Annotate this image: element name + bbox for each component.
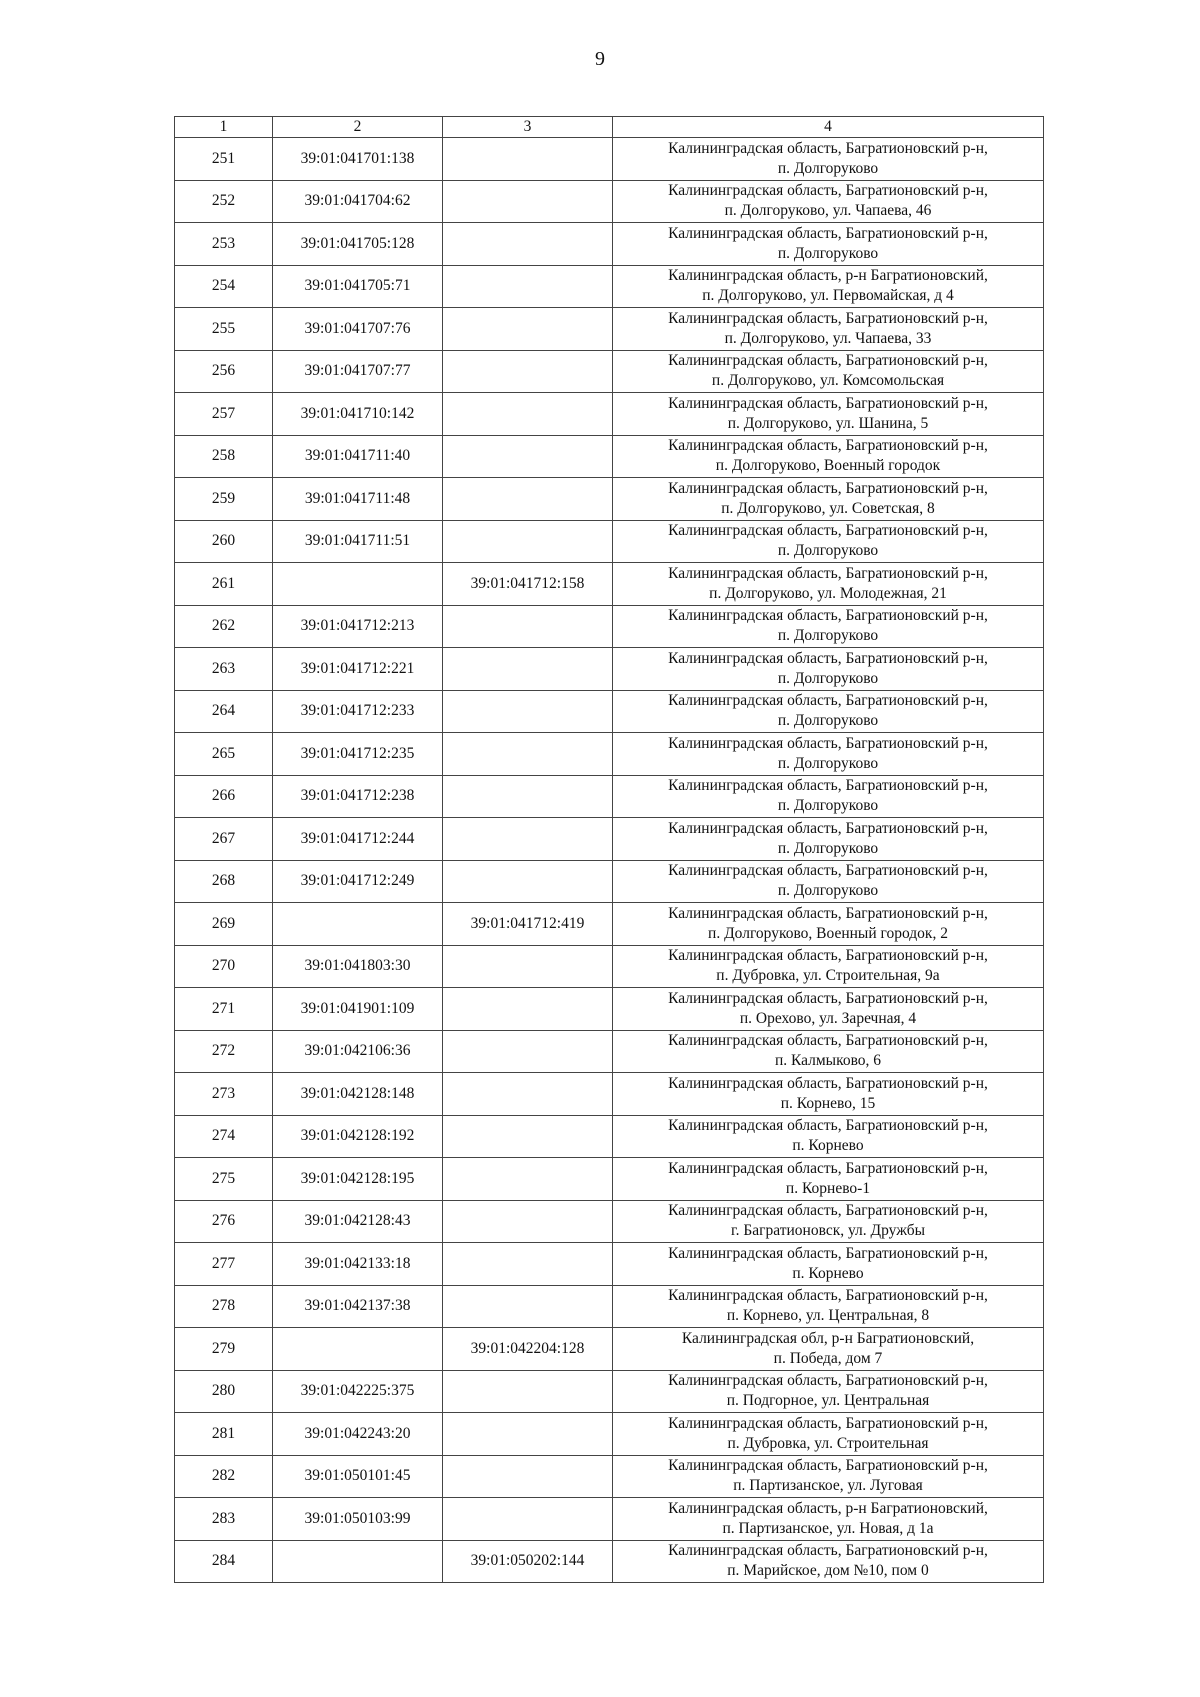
address-line-2: п. Марийское, дом №10, пом 0: [727, 1562, 929, 1580]
cadastral-number-cell: 39:01:041901:109: [273, 988, 443, 1031]
cadastral-number-alt-cell: 39:01:050202:144: [443, 1540, 613, 1583]
row-number-cell: 252: [175, 180, 273, 223]
cadastral-number-alt-cell: [443, 690, 613, 733]
address-line-1: Калининградская область, Багратионовский р-н,: [668, 649, 988, 667]
cadastral-number-cell: 39:01:042225:375: [273, 1370, 443, 1413]
address-cell: [613, 1540, 1044, 1583]
address-line-1: Калининградская область, Багратионовский р-н,: [668, 139, 988, 157]
cadastral-number-cell: 39:01:041707:76: [273, 308, 443, 351]
address-line-1: Калининградская область, Багратионовский р-н,: [668, 1117, 988, 1135]
cadastral-number-cell: 39:01:041712:221: [273, 648, 443, 691]
cadastral-number-cell: 39:01:042243:20: [273, 1413, 443, 1456]
address-cell: [613, 945, 1044, 988]
table-row: [175, 435, 1044, 478]
address-line-1: Калининградская область, Багратионовский р-н,: [668, 1074, 988, 1092]
address-line-1: Калининградская область, Багратионовский р-н,: [668, 862, 988, 880]
row-number-cell: 265: [175, 733, 273, 776]
address-line-2: п. Дубровка, ул. Строительная, 9а: [716, 967, 940, 985]
row-number-cell: 276: [175, 1200, 273, 1243]
address-line-2: п. Долгоруково: [777, 797, 879, 815]
table-row: [175, 563, 1044, 606]
cadastral-number-cell: 39:01:042128:195: [273, 1158, 443, 1201]
address-line-2: п. Корнево-1: [785, 1179, 871, 1197]
cadastral-number-cell: 39:01:042106:36: [273, 1030, 443, 1073]
address-cell: [613, 265, 1044, 308]
address-line-2: п. Партизанское, ул. Новая, д 1а: [722, 1519, 934, 1537]
address-line-1: Калининградская область, Багратионовский р-н,: [668, 734, 988, 752]
cadastral-number-alt-cell: [443, 733, 613, 776]
cadastral-number-alt-cell: [443, 860, 613, 903]
address-line-1: Калининградская область, Багратионовский р-н,: [668, 947, 988, 965]
address-line-2: п. Корнево, 15: [780, 1094, 876, 1112]
address-line-2: п. Долгоруково, ул. Шанина, 5: [727, 414, 929, 432]
address-line-1: Калининградская область, р-н Багратионовский,: [668, 1499, 988, 1517]
table-row: [175, 945, 1044, 988]
table-row: [175, 818, 1044, 861]
address-cell: [613, 223, 1044, 266]
row-number-cell: 260: [175, 520, 273, 563]
address-line-2: г. Багратионовск, ул. Дружбы: [731, 1222, 925, 1240]
cadastral-number-alt-cell: [443, 1370, 613, 1413]
table-row: [175, 1243, 1044, 1286]
cadastral-number-alt-cell: [443, 1200, 613, 1243]
address-line-1: Калининградская область, Багратионовский р-н,: [668, 182, 988, 200]
address-line-2: п. Победа, дом 7: [773, 1349, 883, 1367]
address-line-2: п. Долгоруково: [777, 754, 879, 772]
cadastral-number-cell: [273, 1540, 443, 1583]
address-cell: [613, 903, 1044, 946]
address-cell: [613, 1158, 1044, 1201]
address-line-1: Калининградская область, Багратионовский р-н,: [668, 819, 988, 837]
table-body: [175, 138, 1044, 1583]
address-line-1: Калининградская область, Багратионовский р-н,: [668, 1202, 988, 1220]
address-cell: [613, 605, 1044, 648]
row-number-cell: 262: [175, 605, 273, 648]
address-line-1: Калининградская область, Багратионовский р-н,: [668, 437, 988, 455]
row-number-cell: 273: [175, 1073, 273, 1116]
address-line-2: п. Долгоруково, ул. Советская, 8: [721, 499, 935, 517]
table-row: [175, 1455, 1044, 1498]
row-number-cell: 278: [175, 1285, 273, 1328]
cadastral-number-alt-cell: [443, 1073, 613, 1116]
cadastral-number-cell: 39:01:050103:99: [273, 1498, 443, 1541]
table-row: [175, 265, 1044, 308]
cadastral-number-cell: 39:01:042133:18: [273, 1243, 443, 1286]
row-number-cell: 284: [175, 1540, 273, 1583]
row-number-cell: 263: [175, 648, 273, 691]
address-cell: [613, 818, 1044, 861]
cadastral-number-cell: 39:01:041712:249: [273, 860, 443, 903]
address-cell: [613, 775, 1044, 818]
row-number-cell: 268: [175, 860, 273, 903]
address-cell: [613, 1200, 1044, 1243]
address-line-1: Калининградская область, р-н Багратионовский,: [668, 267, 988, 285]
row-number-cell: 258: [175, 435, 273, 478]
row-number-cell: 251: [175, 138, 273, 181]
address-line-2: п. Долгоруково, ул. Чапаева, 46: [724, 202, 932, 220]
table-row: [175, 393, 1044, 436]
address-cell: [613, 690, 1044, 733]
address-line-1: Калининградская обл, р-н Багратионовский,: [681, 1329, 975, 1347]
row-number-cell: 255: [175, 308, 273, 351]
cadastral-number-alt-cell: [443, 435, 613, 478]
address-line-1: Калининградская область, Багратионовский р-н,: [668, 1244, 988, 1262]
cadastral-number-cell: 39:01:041710:142: [273, 393, 443, 436]
column-header-3: 3: [443, 117, 613, 138]
table-row: [175, 308, 1044, 351]
address-line-2: п. Калмыково, 6: [774, 1052, 882, 1070]
row-number-cell: 271: [175, 988, 273, 1031]
row-number-cell: 274: [175, 1115, 273, 1158]
address-line-2: п. Долгоруково: [777, 159, 879, 177]
row-number-cell: 254: [175, 265, 273, 308]
address-line-2: п. Долгоруково, ул. Комсомольская: [711, 372, 945, 390]
table-row: [175, 605, 1044, 648]
address-cell: [613, 1413, 1044, 1456]
cadastral-number-cell: 39:01:041712:235: [273, 733, 443, 776]
address-line-1: Калининградская область, Багратионовский р-н,: [668, 1372, 988, 1390]
address-line-2: п. Партизанское, ул. Луговая: [733, 1477, 923, 1495]
cadastral-number-alt-cell: 39:01:041712:419: [443, 903, 613, 946]
row-number-cell: 259: [175, 478, 273, 521]
column-header-1: 1: [175, 117, 273, 138]
row-number-cell: 256: [175, 350, 273, 393]
address-cell: [613, 520, 1044, 563]
row-number-cell: 275: [175, 1158, 273, 1201]
column-header-2: 2: [273, 117, 443, 138]
cadastral-number-alt-cell: [443, 1243, 613, 1286]
cadastral-number-alt-cell: [443, 1285, 613, 1328]
address-cell: [613, 1328, 1044, 1371]
cadastral-number-alt-cell: [443, 818, 613, 861]
address-line-2: п. Долгоруково, ул. Чапаева, 33: [724, 329, 932, 347]
address-cell: [613, 1455, 1044, 1498]
row-number-cell: 279: [175, 1328, 273, 1371]
table-row: [175, 180, 1044, 223]
table-row: [175, 988, 1044, 1031]
table-row: [175, 860, 1044, 903]
address-cell: [613, 1285, 1044, 1328]
address-line-1: Калининградская область, Багратионовский р-н,: [668, 1542, 988, 1560]
cadastral-number-alt-cell: [443, 308, 613, 351]
address-cell: [613, 1243, 1044, 1286]
table-row: [175, 733, 1044, 776]
table-row: [175, 1285, 1044, 1328]
address-line-1: Калининградская область, Багратионовский р-н,: [668, 564, 988, 582]
table-row: [175, 138, 1044, 181]
row-number-cell: 267: [175, 818, 273, 861]
table-row: [175, 1115, 1044, 1158]
address-line-1: Калининградская область, Багратионовский р-н,: [668, 1457, 988, 1475]
row-number-cell: 280: [175, 1370, 273, 1413]
address-cell: [613, 648, 1044, 691]
cadastral-number-cell: [273, 903, 443, 946]
page-number: 9: [595, 48, 605, 70]
cadastral-number-cell: 39:01:041704:62: [273, 180, 443, 223]
address-line-1: Калининградская область, Багратионовский р-н,: [668, 692, 988, 710]
cadastral-number-alt-cell: [443, 775, 613, 818]
address-line-2: п. Корнево: [792, 1137, 864, 1155]
table-row: [175, 648, 1044, 691]
cadastral-number-cell: 39:01:042137:38: [273, 1285, 443, 1328]
cadastral-number-alt-cell: 39:01:041712:158: [443, 563, 613, 606]
address-line-2: п. Долгоруково: [777, 882, 879, 900]
address-cell: [613, 393, 1044, 436]
address-cell: [613, 1370, 1044, 1413]
property-table: [174, 116, 1044, 1583]
row-number-cell: 253: [175, 223, 273, 266]
cadastral-number-alt-cell: [443, 1498, 613, 1541]
address-line-2: п. Орехово, ул. Заречная, 4: [739, 1009, 917, 1027]
table-row: [175, 775, 1044, 818]
address-line-1: Калининградская область, Багратионовский р-н,: [668, 479, 988, 497]
address-cell: [613, 563, 1044, 606]
table-row: [175, 1030, 1044, 1073]
row-number-cell: 266: [175, 775, 273, 818]
cadastral-number-alt-cell: [443, 393, 613, 436]
table-row: [175, 478, 1044, 521]
cadastral-number-cell: [273, 1328, 443, 1371]
address-line-1: Калининградская область, Багратионовский р-н,: [668, 989, 988, 1007]
address-line-1: Калининградская область, Багратионовский р-н,: [668, 224, 988, 242]
address-line-2: п. Долгоруково: [777, 839, 879, 857]
address-line-1: Калининградская область, Багратионовский р-н,: [668, 309, 988, 327]
address-cell: [613, 180, 1044, 223]
address-cell: [613, 1115, 1044, 1158]
row-number-cell: 282: [175, 1455, 273, 1498]
address-cell: [613, 350, 1044, 393]
address-line-1: Калининградская область, Багратионовский р-н,: [668, 1032, 988, 1050]
table-row: [175, 690, 1044, 733]
cadastral-number-alt-cell: [443, 180, 613, 223]
cadastral-number-alt-cell: [443, 1115, 613, 1158]
cadastral-number-cell: 39:01:041701:138: [273, 138, 443, 181]
address-line-2: п. Корнево: [792, 1264, 864, 1282]
cadastral-number-cell: 39:01:041803:30: [273, 945, 443, 988]
cadastral-number-alt-cell: [443, 988, 613, 1031]
address-line-2: п. Долгоруково, Военный городок: [715, 457, 941, 475]
table-row: [175, 1370, 1044, 1413]
cadastral-number-alt-cell: [443, 350, 613, 393]
table-row: [175, 1073, 1044, 1116]
cadastral-number-alt-cell: [443, 1158, 613, 1201]
address-line-1: Калининградская область, Багратионовский р-н,: [668, 1159, 988, 1177]
address-line-2: п. Долгоруково: [777, 627, 879, 645]
address-line-1: Калининградская область, Багратионовский р-н,: [668, 777, 988, 795]
row-number-cell: 257: [175, 393, 273, 436]
cadastral-number-cell: 39:01:041711:51: [273, 520, 443, 563]
address-line-2: п. Долгоруково: [777, 542, 879, 560]
table-row: [175, 223, 1044, 266]
cadastral-number-alt-cell: [443, 648, 613, 691]
cadastral-number-alt-cell: 39:01:042204:128: [443, 1328, 613, 1371]
row-number-cell: 261: [175, 563, 273, 606]
cadastral-number-cell: 39:01:041711:40: [273, 435, 443, 478]
cadastral-number-cell: 39:01:041712:233: [273, 690, 443, 733]
table-row: [175, 1498, 1044, 1541]
cadastral-number-cell: 39:01:050101:45: [273, 1455, 443, 1498]
table-row: [175, 1413, 1044, 1456]
cadastral-number-cell: 39:01:041711:48: [273, 478, 443, 521]
address-cell: [613, 435, 1044, 478]
header-row: [175, 117, 1044, 138]
cadastral-number-alt-cell: [443, 605, 613, 648]
address-line-1: Калининградская область, Багратионовский р-н,: [668, 607, 988, 625]
cadastral-number-alt-cell: [443, 1030, 613, 1073]
address-cell: [613, 308, 1044, 351]
address-line-1: Калининградская область, Багратионовский р-н,: [668, 1287, 988, 1305]
cadastral-number-cell: 39:01:041705:71: [273, 265, 443, 308]
cadastral-number-cell: 39:01:042128:148: [273, 1073, 443, 1116]
table-row: [175, 350, 1044, 393]
address-cell: [613, 860, 1044, 903]
cadastral-number-cell: 39:01:041705:128: [273, 223, 443, 266]
column-header-4: 4: [613, 117, 1044, 138]
address-line-1: Калининградская область, Багратионовский р-н,: [668, 1414, 988, 1432]
address-line-2: п. Корнево, ул. Центральная, 8: [726, 1307, 930, 1325]
address-line-2: п. Долгоруково: [777, 712, 879, 730]
address-cell: [613, 1498, 1044, 1541]
address-line-1: Калининградская область, Багратионовский р-н,: [668, 904, 988, 922]
row-number-cell: 270: [175, 945, 273, 988]
row-number-cell: 272: [175, 1030, 273, 1073]
cadastral-number-cell: 39:01:041712:213: [273, 605, 443, 648]
address-line-2: п. Долгоруково: [777, 669, 879, 687]
address-line-1: Калининградская область, Багратионовский р-н,: [668, 352, 988, 370]
address-line-2: п. Долгоруково, ул. Молодежная, 21: [709, 584, 947, 602]
table-row: [175, 903, 1044, 946]
table-row: [175, 1328, 1044, 1371]
table-row: [175, 1540, 1044, 1583]
cadastral-number-cell: 39:01:042128:192: [273, 1115, 443, 1158]
cadastral-number-cell: 39:01:042128:43: [273, 1200, 443, 1243]
address-line-2: п. Долгоруково, Военный городок, 2: [708, 924, 948, 942]
cadastral-number-alt-cell: [443, 1455, 613, 1498]
cadastral-number-alt-cell: [443, 1413, 613, 1456]
cadastral-number-cell: [273, 563, 443, 606]
row-number-cell: 283: [175, 1498, 273, 1541]
cadastral-number-alt-cell: [443, 520, 613, 563]
cadastral-number-alt-cell: [443, 478, 613, 521]
address-line-2: п. Долгоруково: [777, 244, 879, 262]
cadastral-number-alt-cell: [443, 945, 613, 988]
row-number-cell: 277: [175, 1243, 273, 1286]
address-line-2: п. Долгоруково, ул. Первомайская, д 4: [702, 287, 954, 305]
row-number-cell: 281: [175, 1413, 273, 1456]
address-cell: [613, 733, 1044, 776]
cadastral-number-alt-cell: [443, 265, 613, 308]
address-line-1: Калининградская область, Багратионовский р-н,: [668, 394, 988, 412]
cadastral-number-cell: 39:01:041712:238: [273, 775, 443, 818]
cadastral-number-cell: 39:01:041707:77: [273, 350, 443, 393]
cadastral-number-alt-cell: [443, 138, 613, 181]
address-cell: [613, 1073, 1044, 1116]
address-cell: [613, 988, 1044, 1031]
table-row: [175, 1200, 1044, 1243]
address-cell: [613, 1030, 1044, 1073]
address-line-1: Калининградская область, Багратионовский р-н,: [668, 522, 988, 540]
address-line-2: п. Дубровка, ул. Строительная: [727, 1434, 929, 1452]
address-cell: [613, 478, 1044, 521]
address-line-2: п. Подгорное, ул. Центральная: [726, 1392, 930, 1410]
table-row: [175, 520, 1044, 563]
table-row: [175, 1158, 1044, 1201]
row-number-cell: 264: [175, 690, 273, 733]
row-number-cell: 269: [175, 903, 273, 946]
address-cell: [613, 138, 1044, 181]
cadastral-number-alt-cell: [443, 223, 613, 266]
cadastral-number-cell: 39:01:041712:244: [273, 818, 443, 861]
